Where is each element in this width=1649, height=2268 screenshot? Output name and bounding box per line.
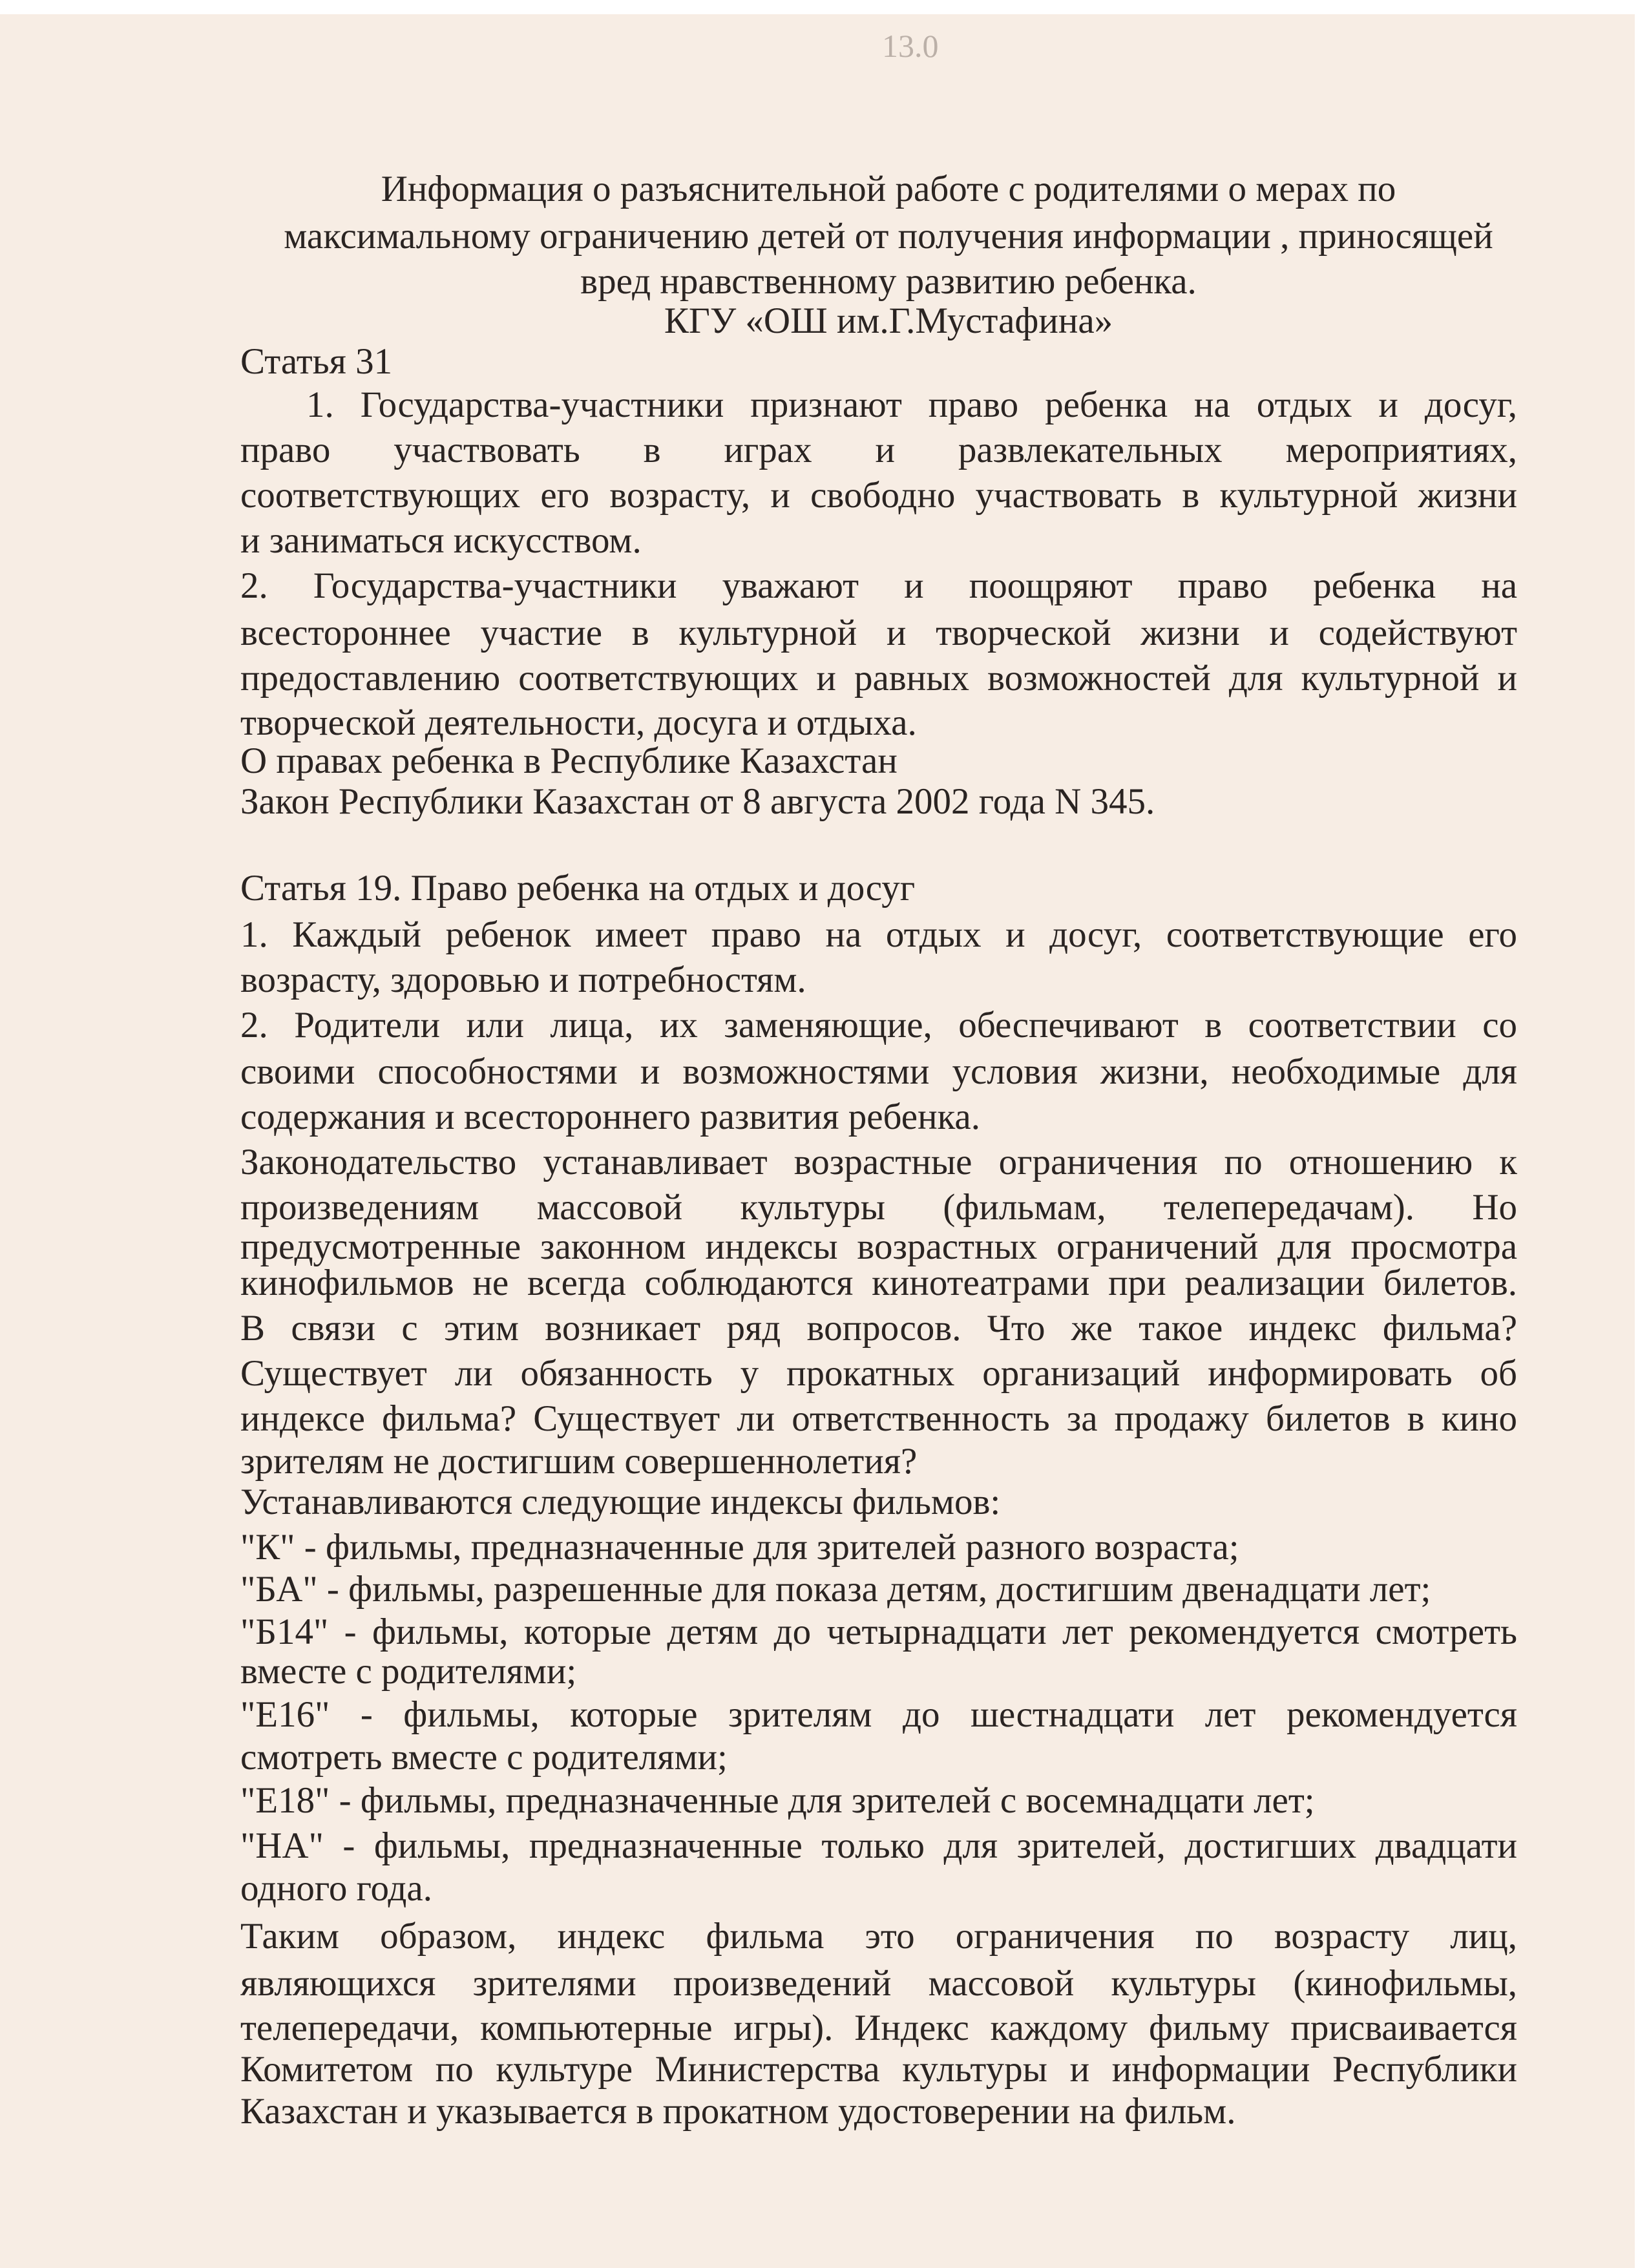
text-line: "К" - фильмы, предназначенные для зрителей разного возраста; [240,1526,1239,1568]
title-line: КГУ «ОШ им.Г.Мустафина» [664,300,1113,341]
text-line: смотреть вместе с родителями; [240,1736,728,1778]
text-line: и заниматься искусством. [240,520,642,562]
text-line: кинофильмов не всегда соблюдаются кинотеатрами при реализации билетов. [240,1263,1517,1304]
text-line: 1. Государства-участники признают право ребенка на отдых и досуг, [306,384,1517,426]
text-line: своими способностями и возможностями условия жизни, необходимые для [240,1051,1517,1092]
text-line: О правах ребенка в Республике Казахстан [240,740,898,782]
text-line: содержания и всестороннего развития ребенка. [240,1096,980,1137]
text-line: Законодательство устанавливает возрастные ограничения по отношению к [240,1141,1517,1182]
text-line: творческой деятельности, досуга и отдыха. [240,702,917,744]
text-line: одного года. [240,1867,432,1909]
text-line: Существует ли обязанность у прокатных организаций информировать об [240,1353,1517,1394]
text-line: "Б14" - фильмы, которые детям до четырнадцати лет рекомендуется смотреть [240,1611,1517,1652]
text-line: 1. Каждый ребенок имеет право на отдых и досуг, соответствующие его [240,914,1517,955]
text-line: "БА" - фильмы, разрешенные для показа детям, достигшим двенадцати лет; [240,1569,1431,1610]
text-line: предусмотренные законном индексы возрастных ограничений для просмотра [240,1226,1517,1267]
title-line: вред нравственному развитию ребенка. [580,260,1197,302]
text-line: "Е16" - фильмы, которые зрителям до шестнадцати лет рекомендуется [240,1694,1517,1736]
text-line: предоставлению соответствующих и равных возможностей для культурной и [240,657,1517,698]
scanned-page [0,14,1635,2268]
text-line: 2. Родители или лица, их заменяющие, обеспечивают в соответствии со [240,1004,1517,1045]
text-line: Устанавливаются следующие индексы фильмов: [240,1481,1001,1522]
title-line: Информация о разъяснительной работе с родителями о мерах по [381,169,1396,210]
text-line: всестороннее участие в культурной и творческой жизни и содействуют [240,612,1517,653]
text-line: Казахстан и указывается в прокатном удостоверении на фильм. [240,2091,1236,2132]
text-line: Статья 31 [240,341,393,382]
text-line: зрителям не достигшим совершеннолетия? [240,1440,918,1482]
text-line: "НА" - фильмы, предназначенные только для зрителей, достигших двадцати [240,1825,1517,1867]
text-line: соответствующих его возрасту, и свободно участвовать в культурной жизни [240,475,1517,516]
text-line: В связи с этим возникает ряд вопросов. Что же такое индекс фильма? [240,1308,1517,1349]
text-line: вместе с родителями; [240,1650,577,1692]
text-line: Статья 19. Право ребенка на отдых и досуг [240,867,916,908]
text-line: Закон Республики Казахстан от 8 августа 2002 года N 345. [240,781,1155,823]
text-line: Комитетом по культуре Министерства культуры и информации Республики [240,2048,1517,2090]
text-line: телепередачи, компьютерные игры). Индекс каждому фильму присваивается [240,2008,1517,2049]
text-line: Таким образом, индекс фильма это ограничения по возрасту лиц, [240,1916,1517,1957]
text-line: "Е18" - фильмы, предназначенные для зрителей с восемнадцати лет; [240,1780,1315,1822]
text-line: произведениям массовой культуры (фильмам, телепередачам). Но [240,1186,1517,1228]
text-line: право участвовать в играх и развлекательных мероприятиях, [240,430,1517,471]
text-line: возрасту, здоровью и потребностям. [240,959,806,1000]
title-line: максимальному ограничению детей от получения информации , приносящей [284,215,1493,257]
text-line: 2. Государства-участники уважают и поощряют право ребенка на [240,565,1517,607]
text-line: индексе фильма? Существует ли ответственность за продажу билетов в кино [240,1398,1517,1440]
pencil-mark: 13.0 [882,28,939,64]
text-line: являющихся зрителями произведений массовой культуры (кинофильмы, [240,1962,1517,2004]
